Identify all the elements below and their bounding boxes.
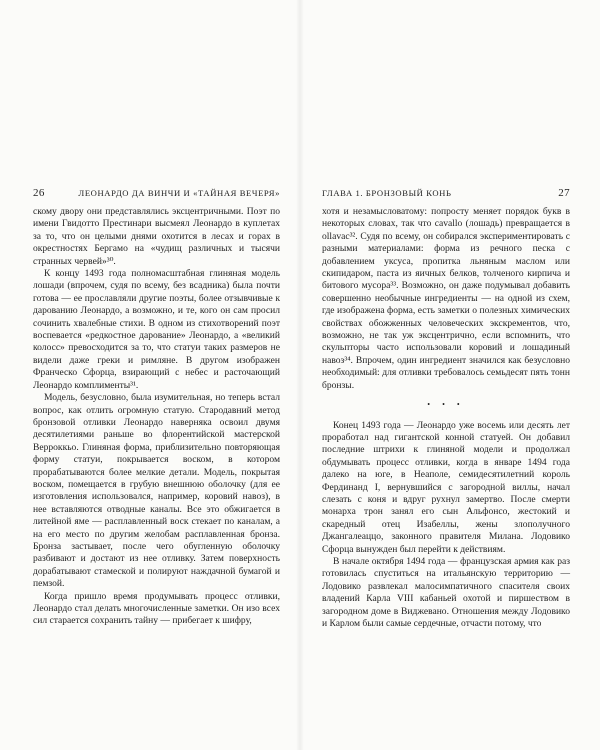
paragraph: Конец 1493 года — Леонардо уже восемь или десять лет проработал над гигантской конной статуей. Он добавил последние штрихи к глиняной модели и продолжал обдумывать процесс отливки, когда в январе 1494 года далеко на юге, в Неаполе, семидесятилетний король Фердинанд I, вернувшийся с загородной виллы, начал слезать с коня и вдруг рухнул замертво. После смерти монарха трон занял его сын Альфонсо, жестокий и скаредный отец Изабеллы, жены злополучного Джангалеаццо, законного правителя Милана. Лодовико Сфорца вынужден был перейти к действиям. [322, 419, 570, 555]
paragraph: Когда пришло время продумывать процесс отливки, Леонардо стал делать многочисленные заметки. Он изо всех сил старается сохранить тайну — прибегает к шифру, [33, 590, 280, 627]
right-running-title: ГЛАВА 1. БРОНЗОВЫЙ КОНЬ [322, 188, 452, 198]
left-running-title: ЛЕОНАРДО ДА ВИНЧИ И «ТАЙНАЯ ВЕЧЕРЯ» [78, 188, 280, 198]
paragraph: К концу 1493 года полномасштабная глиняная модель лошади (впрочем, судя по всему, без всадника) была почти готова — ее прославляли другие поэты, более отзывчивые к дарованию Леонардо, а возможно, и те, кого он сам просил сочинить хвалебные стихи. В одном из стихотворений поэт воспевается «редкостное дарование» Леонардо, а «великий колосс» превосходится за то, что статуи таких размеров не видели даже греки и римляне. В другом изображен Франческо Сфорца, взирающий с небес и расточающий Леонардо комплименты³¹. [33, 268, 280, 391]
left-page-header [33, 186, 280, 200]
paragraph: В начале октября 1494 года — французская армия как раз готовилась спуститься на итальянскую территорию — Лодовико развлекал малосимпатичного спасителя своих владений Карла VIII кабаньей охотой и пиршеством в загородном доме в Виджевано. Отношения между Лодовико и Карлом были самые сердечные, отчасти потому, что [322, 555, 570, 629]
right-page [300, 0, 600, 750]
right-page-body [322, 206, 570, 630]
paragraph: хотя и незамысловатому: попросту меняет порядок букв в некоторых словах, так что cavallo (лошадь) превращается в ollavac³². Судя по всему, он собирался экспериментировать с разными материалами: форма из речного песка с добавлением уксуса, пропитка льняным маслом или скипидаром, паста из яичных белков, толченого кирпича и битового мусора³³. Возможно, он даже подумывал добавить совершенно необычные ингредиенты — на одной из схем, где изображена форма, есть заметки о полезных химических свойствах обожженных человеческих экскрементов, что, возможно, не так уж эксцентрично, если вспомнить, что скульпторы часто использовали коровий и лошадиный навоз³⁴. Впрочем, один ингредиент значился как безусловно необходимый: для отливки требовалось семьдесят пять тонн бронзы. [322, 206, 570, 391]
left-page-number: 26 [33, 187, 45, 199]
paragraph: скому двору они представлялись эксцентричными. Поэт по имени Гвидотто Престинари высмеял Леонардо в куплетах за то, что он целыми днями охотится в лесах и горах в окрестностях Бергамо на «чудищ различных и тысячи странных червей»³⁰. [33, 206, 280, 267]
paragraph: Модель, безусловно, была изумительная, но теперь встал вопрос, как отлить огромную статую. Стародавний метод бронзовой отливки Леонардо наверняка освоил двумя десятилетиями раньше во флорентийской мастерской Верроккьо. Глиняная форма, приблизительно повторяющая форму статуи, покрывается воском, в котором прорабатываются более мелкие детали. Модель, покрытая воском, помещается в грубую внешнюю оболочку (для ее изготовления использовался, например, коровий навоз), в нее вставляются отводные каналы. Все это обжигается в литейной яме — расплавленный воск стекает по каналам, а на его место по другим желобам расплавленная бронза. Бронза застывает, после чего обугленную оболочку разбивают и достают из нее отливку. Затем поверхность дорабатывают стамеской и полируют наждачной бумагой и пемзой. [33, 392, 280, 590]
section-separator: • • • [427, 400, 465, 410]
right-page-header [322, 186, 570, 200]
right-page-number: 27 [558, 187, 570, 199]
left-page-body [33, 206, 280, 628]
